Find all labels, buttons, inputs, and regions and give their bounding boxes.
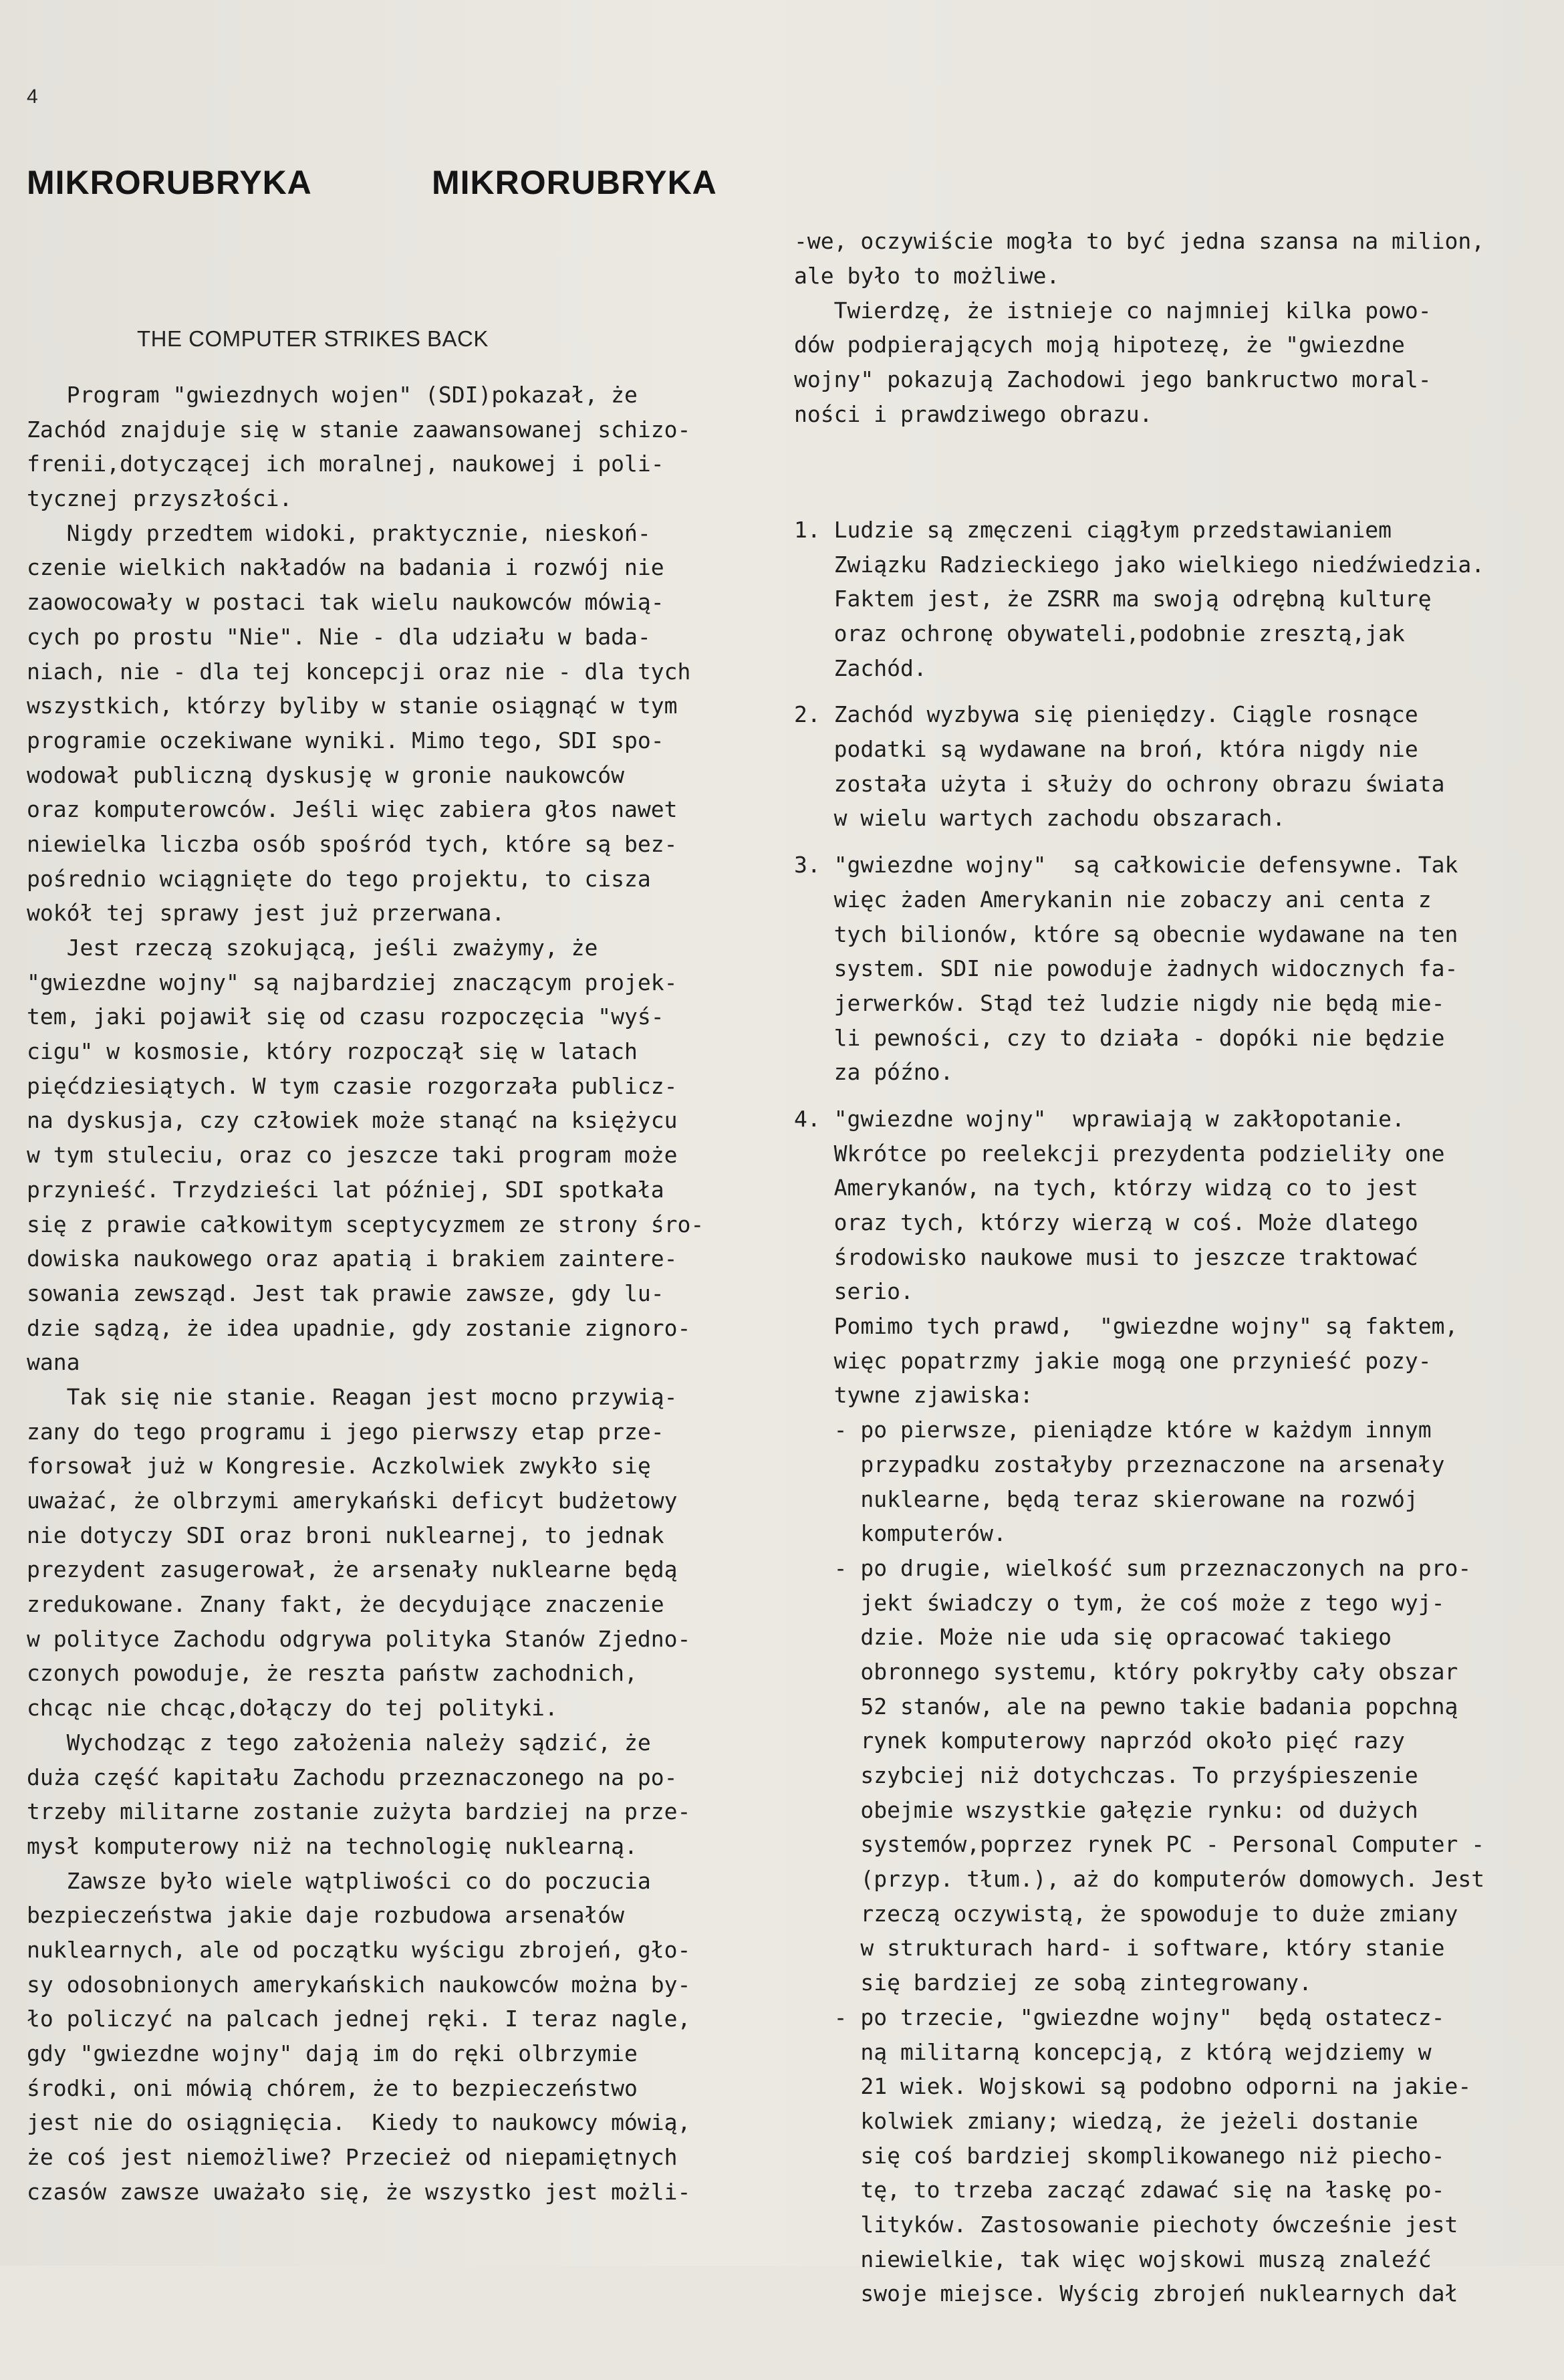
- list-item-line: li pewności, czy to działa - dopóki nie będzie: [794, 1024, 1445, 1051]
- text-line: oraz komputerowców. Jeśli więc zabiera głos nawet: [27, 796, 678, 823]
- text-line: mysł komputerowy niż na technologię nuklearną.: [27, 1832, 638, 1859]
- text-line: wszystkich, którzy byliby w stanie osiągnąć w tym: [27, 693, 678, 719]
- list-item-line: 2. Zachód wyzbywa się pieniędzy. Ciągle rosnące: [794, 701, 1418, 728]
- text-line: trzeby militarne zostanie zużyta bardziej na prze-: [27, 1798, 691, 1825]
- text-line: Tak się nie stanie. Reagan jest mocno przywią-: [27, 1383, 678, 1410]
- list-item-line: Wkrótce po reelekcji prezydenta podzieliły one: [794, 1140, 1445, 1167]
- text-line: czenie wielkich nakładów na badania i rozwój nie: [27, 554, 664, 581]
- text-line: pośrednio wciągnięte do tego projektu, to cisza: [27, 865, 651, 892]
- text-line: zany do tego programu i jego pierwszy etap prze-: [27, 1418, 664, 1445]
- list-item-line: system. SDI nie powoduje żadnych widocznych fa-: [794, 955, 1458, 982]
- text-line: bezpieczeństwa jakie daje rozbudowa arsenałów: [27, 1902, 625, 1929]
- list-item-line: w wielu wartych zachodu obszarach.: [794, 805, 1286, 832]
- list-item-line: systemów,poprzez rynek PC - Personal Computer -: [794, 1831, 1485, 1858]
- list-item-line: tę, to trzeba zacząć zdawać się na łaskę po-: [794, 2177, 1445, 2204]
- text-line: programie oczekiwane wyniki. Mimo tego, SDI spo-: [27, 727, 664, 753]
- text-line: w polityce Zachodu odgrywa polityka Stanów Zjedno-: [27, 1625, 691, 1652]
- list-item-line: dzie. Może nie uda się opracować takiego: [794, 1624, 1392, 1651]
- text-line: że coś jest niemożliwe? Przecież od niepamiętnych: [27, 2144, 678, 2171]
- text-line: nuklearnych, ale od początku wyścigu zbrojeń, gło-: [27, 1936, 691, 1963]
- list-item-line: Pomimo tych prawd, "gwiezdne wojny" są faktem,: [794, 1313, 1458, 1340]
- text-line: -we, oczywiście mogła to być jedna szansa na milion,: [794, 228, 1485, 255]
- list-item-line: serio.: [794, 1278, 914, 1305]
- text-line: ale było to możliwe.: [794, 263, 1060, 289]
- text-line: na dyskusja, czy człowiek może stanąć na księżycu: [27, 1107, 678, 1134]
- text-line: Nigdy przedtem widoki, praktycznie, nieskoń-: [27, 519, 651, 546]
- text-line: dowiska naukowego oraz apatią i brakiem zaintere-: [27, 1245, 678, 1272]
- text-line: zaowocowały w postaci tak wielu naukowców mówią-: [27, 589, 664, 616]
- text-line: dzie sądzą, że idea upadnie, gdy zostanie zignoro-: [27, 1314, 691, 1341]
- text-line: ło policzyć na palcach jednej ręki. I teraz nagle,: [27, 2006, 691, 2032]
- list-item-line: oraz ochronę obywateli,podobnie zresztą,jak: [794, 620, 1405, 646]
- list-item-line: obejmie wszystkie gałęzie rynku: od dużych: [794, 1796, 1418, 1823]
- text-line: gdy "gwiezdne wojny" dają im do ręki olbrzymie: [27, 2040, 638, 2066]
- list-item-line: 21 wiek. Wojskowi są podobno odporni na jakie-: [794, 2073, 1472, 2100]
- list-item-line: Amerykanów, na tych, którzy widzą co to jest: [794, 1175, 1418, 1201]
- text-line: uważać, że olbrzymi amerykański deficyt budżetowy: [27, 1488, 678, 1514]
- text-line: Wychodząc z tego założenia należy sądzić, że: [27, 1729, 651, 1756]
- rubric-heading-right: MIKRORUBRYKA: [432, 164, 717, 201]
- list-item-line: została użyta i służy do ochrony obrazu świata: [794, 770, 1445, 797]
- list-item-line: się coś bardziej skomplikowanego niż piecho-: [794, 2142, 1445, 2169]
- list-item-line: podatki są wydawane na broń, która nigdy nie: [794, 736, 1418, 763]
- text-line: frenii,dotyczącej ich moralnej, naukowej i poli-: [27, 451, 664, 477]
- text-line: niach, nie - dla tej koncepcji oraz nie - dla tych: [27, 658, 691, 685]
- text-line: sy odosobnionych amerykańskich naukowców można by-: [27, 1971, 691, 1998]
- list-item-line: - po drugie, wielkość sum przeznaczonych na pro-: [794, 1554, 1472, 1581]
- list-item-line: w strukturach hard- i software, który stanie: [794, 1935, 1445, 1961]
- list-item-line: rzeczą oczywistą, że spowoduje to duże zmiany: [794, 1900, 1458, 1927]
- list-item-line: niewielkie, tak więc wojskowi muszą znaleźć: [794, 2246, 1432, 2272]
- text-line: Twierdzę, że istnieje co najmniej kilka powo-: [794, 297, 1432, 324]
- list-item-line: oraz tych, którzy wierzą w coś. Może dlatego: [794, 1209, 1418, 1235]
- list-item-line: nuklearne, będą teraz skierowane na rozwój: [794, 1485, 1418, 1512]
- list-item-line: kolwiek zmiany; wiedzą, że jeżeli dostanie: [794, 2107, 1418, 2134]
- list-item-line: więc popatrzmy jakie mogą one przynieść pozy-: [794, 1347, 1432, 1374]
- right-intro-paragraph: [794, 224, 1536, 431]
- list-item: [794, 848, 1536, 1090]
- text-line: cigu" w kosmosie, który rozpoczął się w latach: [27, 1038, 638, 1065]
- text-line: wodował publiczną dyskusję w gronie naukowców: [27, 761, 625, 788]
- text-line: wokół tej sprawy jest już przerwana.: [27, 900, 505, 927]
- text-line: tem, jaki pojawił się od czasu rozpoczęcia "wyś-: [27, 1003, 664, 1030]
- list-item-line: swoje miejsce. Wyścig zbrojeń nuklearnych dał: [794, 2280, 1458, 2307]
- list-item-line: jekt świadczy o tym, że coś może z tego wyj-: [794, 1589, 1445, 1616]
- text-line: wana: [27, 1349, 80, 1376]
- text-line: Zawsze było wiele wątpliwości co do poczucia: [27, 1867, 651, 1894]
- list-item-line: rynek komputerowy naprzód około pięć razy: [794, 1728, 1405, 1754]
- text-line: dów podpierających moją hipotezę, że "gwiezdne: [794, 332, 1405, 358]
- list-item-line: 1. Ludzie są zmęczeni ciągłym przedstawianiem: [794, 516, 1392, 543]
- text-line: cych po prostu "Nie". Nie - dla udziału w bada-: [27, 623, 651, 650]
- list-item: [794, 697, 1536, 836]
- text-line: forsował już w Kongresie. Aczkolwiek zwykło się: [27, 1453, 651, 1479]
- text-line: niewielka liczba osób spośród tych, które są bez-: [27, 830, 678, 857]
- list-item-line: Faktem jest, że ZSRR ma swoją odrębną kulturę: [794, 586, 1432, 612]
- list-item-line: 52 stanów, ale na pewno takie badania popchną: [794, 1693, 1458, 1719]
- list-item-line: za późno.: [794, 1059, 954, 1086]
- text-line: zredukowane. Znany fakt, że decydujące znaczenie: [27, 1591, 664, 1618]
- text-line: chcąc nie chcąc,dołączy do tej polityki.: [27, 1695, 558, 1721]
- numbered-list: [794, 513, 1536, 2311]
- text-line: w tym stuleciu, oraz co jeszcze taki program może: [27, 1142, 678, 1169]
- right-column-text: [794, 155, 1536, 2380]
- page-number: 4: [27, 86, 38, 108]
- text-line: ności i prawdziwego obrazu.: [794, 400, 1153, 427]
- list-item-line: ną militarną koncepcją, z którą wejdziemy w: [794, 2038, 1432, 2065]
- text-line: nie dotyczy SDI oraz broni nuklearnej, to jednak: [27, 1522, 664, 1548]
- text-line: prezydent zasugerował, że arsenały nuklearne będą: [27, 1556, 678, 1583]
- list-item-line: tywne zjawiska:: [794, 1382, 1033, 1409]
- list-item: [794, 513, 1536, 685]
- text-line: tycznej przyszłości.: [27, 485, 293, 512]
- list-item-line: Związku Radzieckiego jako wielkiego niedźwiedzia.: [794, 551, 1485, 578]
- list-item-line: obronnego systemu, który pokryłby cały obszar: [794, 1658, 1458, 1685]
- list-item-line: jerwerków. Stąd też ludzie nigdy nie będą mie-: [794, 989, 1445, 1016]
- list-item-line: środowisko naukowe musi to jeszcze traktować: [794, 1243, 1418, 1270]
- text-line: się z prawie całkowitym sceptycyzmem ze strony śro-: [27, 1211, 704, 1237]
- list-item-line: tych bilionów, które są obecnie wydawane na ten: [794, 921, 1458, 947]
- text-line: jest nie do osiągnięcia. Kiedy to naukowcy mówią,: [27, 2109, 691, 2136]
- text-line: Jest rzeczą szokującą, jeśli zważymy, że: [27, 935, 598, 961]
- list-item-line: się bardziej ze sobą zintegrowany.: [794, 1970, 1312, 1996]
- list-item-line: 3. "gwiezdne wojny" są całkowicie defensywne. Tak: [794, 852, 1458, 878]
- article-title: THE COMPUTER STRIKES BACK: [137, 326, 489, 351]
- text-line: wojny" pokazują Zachodowi jego bankructwo moral-: [794, 366, 1432, 393]
- list-item-line: - po trzecie, "gwiezdne wojny" będą ostatecz-: [794, 2004, 1445, 2030]
- list-item-line: szybciej niż dotychczas. To przyśpieszenie: [794, 1762, 1418, 1788]
- text-line: środki, oni mówią chórem, że to bezpieczeństwo: [27, 2074, 638, 2101]
- text-line: czasów zawsze uważało się, że wszystko jest możli-: [27, 2178, 691, 2205]
- text-line: Program "gwiezdnych wojen" (SDI)pokazał, że: [27, 382, 638, 408]
- text-line: duża część kapitału Zachodu przeznaczonego na po-: [27, 1764, 678, 1790]
- list-item-line: więc żaden Amerykanin nie zobaczy ani centa z: [794, 886, 1432, 913]
- left-column-text: [27, 378, 735, 2209]
- list-item: [794, 1102, 1536, 2311]
- list-item-line: lityków. Zastosowanie piechoty ówcześnie jest: [794, 2211, 1458, 2238]
- text-line: Zachód znajduje się w stanie zaawansowanej schizo-: [27, 416, 691, 443]
- text-line: czonych powoduje, że reszta państw zachodnich,: [27, 1660, 638, 1687]
- list-item-line: przypadku zostałyby przeznaczone na arsenały: [794, 1451, 1445, 1477]
- list-item-line: (przyp. tłum.), aż do komputerów domowych. Jest: [794, 1866, 1485, 1893]
- rubric-heading-left: MIKRORUBRYKA: [27, 164, 312, 201]
- text-line: pięćdziesiątych. W tym czasie rozgorzała publicz-: [27, 1072, 678, 1099]
- list-item-line: 4. "gwiezdne wojny" wprawiają w zakłopotanie.: [794, 1105, 1405, 1132]
- text-line: sowania zewsząd. Jest tak prawie zawsze, gdy lu-: [27, 1280, 664, 1306]
- text-line: "gwiezdne wojny" są najbardziej znaczącym projek-: [27, 969, 678, 995]
- list-item-line: Zachód.: [794, 654, 927, 681]
- list-item-line: komputerów.: [794, 1520, 1007, 1547]
- list-item-line: - po pierwsze, pieniądze które w każdym innym: [794, 1417, 1432, 1443]
- text-line: przynieść. Trzydzieści lat później, SDI spotkała: [27, 1176, 664, 1203]
